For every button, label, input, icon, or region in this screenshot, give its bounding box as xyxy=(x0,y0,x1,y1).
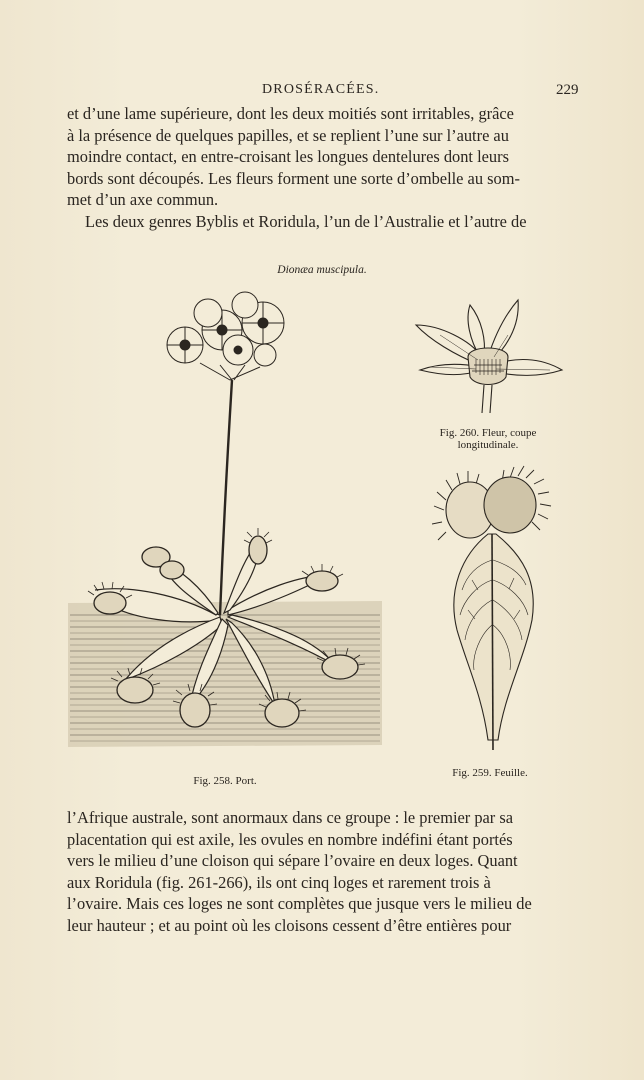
figure-260-caption-line2: longitudinale. xyxy=(457,439,519,451)
text-line: Les deux genres Byblis et Roridula, l’un de l’Australie et l’autre de xyxy=(85,211,527,231)
figure-258-caption: Fig. 258. Port. xyxy=(193,775,257,787)
flower-cluster xyxy=(167,292,284,380)
text-line: à la présence de quelques papilles, et se replient l’une sur l’autre au xyxy=(67,125,509,145)
paragraph-top xyxy=(67,103,579,232)
paragraph-bottom xyxy=(67,807,579,936)
trap-lobe-right xyxy=(484,477,536,533)
text-line: vers le milieu d’une cloison qui sépare l’ovaire en deux loges. Quant xyxy=(67,851,518,870)
figure-260-caption-line1: Fig. 260. Fleur, coupe xyxy=(439,427,537,439)
page-number: 229 xyxy=(556,82,579,98)
flower-stalk xyxy=(220,380,232,615)
leaf-illustration xyxy=(432,460,552,760)
text-line: met d’un axe commun. xyxy=(67,190,219,209)
text-line: l’Afrique australe, sont anormaux dans ce groupe : le premier par sa xyxy=(67,808,514,827)
leaf-midrib xyxy=(492,534,493,750)
running-head xyxy=(0,82,644,102)
text-line: leur hauteur ; et au point où les cloisons cessent d’être entières pour xyxy=(67,915,512,935)
text-line: aux Roridula (fig. 261-266), ils ont cinq loges et rarement trois à xyxy=(67,872,491,892)
text-line: bords sont découpés. Les fleurs forment une sorte d’ombelle au som- xyxy=(67,168,520,188)
flower-section-illustration xyxy=(410,295,570,415)
text-line: et d’une lame supérieure, dont les deux moitiés sont irritables, grâce xyxy=(67,104,514,123)
text-line: l’ovaire. Mais ces loges ne sont complètes que jusque vers le milieu de xyxy=(67,894,532,913)
running-head-title: DROSÉRACÉES. xyxy=(262,82,380,97)
figure-259-caption: Fig. 259. Feuille. xyxy=(452,767,528,779)
plate-title: Dionæa muscipula. xyxy=(277,264,367,276)
text-line: moindre contact, en entre-croisant les longues dentelures dont leurs xyxy=(67,147,509,166)
pedicel xyxy=(482,385,492,413)
figure-260-caption xyxy=(420,427,556,451)
plant-illustration xyxy=(60,285,390,755)
text-line: placentation qui est axile, les ovules en nombre indéfini étant portés xyxy=(67,829,513,849)
